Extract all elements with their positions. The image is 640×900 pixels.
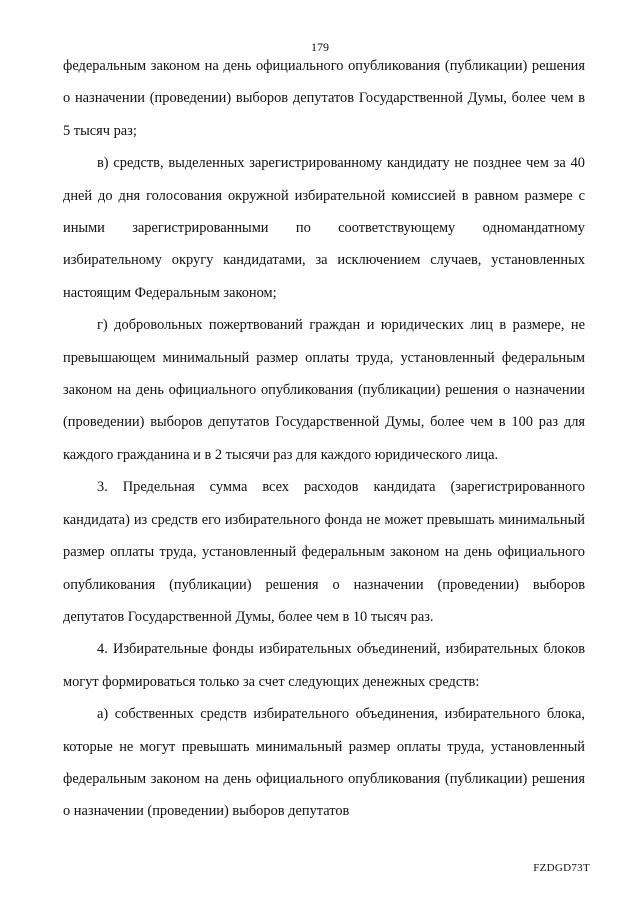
paragraph-continuation: федеральным законом на день официального опубликования (публикации) решения о назначении (проведении) выборов депутатов Государственной Думы, более чем в 5 тысяч раз; bbox=[63, 58, 585, 139]
paragraph-item-g: г) добровольных пожертвований граждан и юридических лиц в размере, не превышающем минимальный размер оплаты труда, установленный федеральным законом на день официального опубликования (публикации) решения о назначении (проведении) выборов депутатов Государственной Думы, более чем в 100 раз для каждого гражданина и в 2 тысячи раз для каждого юридического лица. bbox=[63, 317, 585, 463]
paragraph-item-a: а) собственных средств избирательного объединения, избирательного блока, которые не могут превышать минимальный размер оплаты труда, установленный федеральным законом на день официального опубликования (публикации) решения о назначении (проведении) выборов депутатов bbox=[63, 706, 585, 820]
paragraph-clause-3: 3. Предельная сумма всех расходов кандидата (зарегистрированного кандидата) из средств его избирательного фонда не может превышать минимальный размер оплаты труда, установленный федеральным законом на день официального опубликования (публикации) решения о назначении (проведении) выборов депутатов Государственной Думы, более чем в 10 тысяч раз. bbox=[63, 479, 585, 625]
page-number: 179 bbox=[311, 40, 329, 54]
paragraph-item-v: в) средств, выделенных зарегистрированному кандидату не позднее чем за 40 дней до дня голосования окружной избирательной комиссией в равном размере с иными зарегистрированными по соответствующему одномандатному избирательному округу кандидатами, за исключением случаев, установленных настоящим Федеральным законом; bbox=[63, 155, 585, 301]
document-code: FZDGD73T bbox=[533, 862, 590, 874]
paragraph-clause-4: 4. Избирательные фонды избирательных объединений, избирательных блоков могут формироваться только за счет следующих денежных средств: bbox=[63, 641, 585, 690]
document-body bbox=[63, 50, 585, 828]
